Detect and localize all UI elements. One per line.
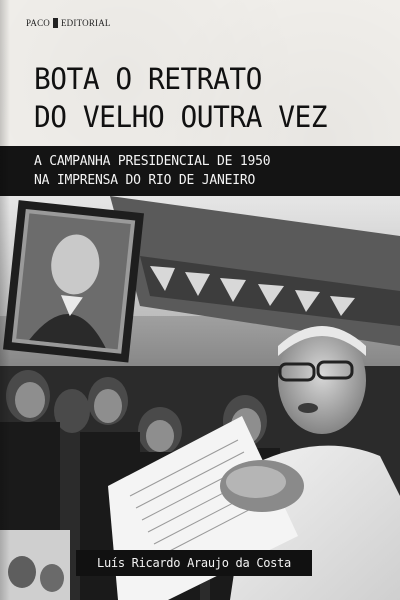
cover-photo	[0, 196, 400, 600]
book-title	[34, 60, 380, 136]
book-subtitle	[34, 152, 394, 190]
publisher-mark-icon	[53, 18, 58, 28]
author-name: Luís Ricardo Araujo da Costa	[97, 556, 291, 570]
book-title-line-1: BOTA O RETRATO	[34, 62, 262, 96]
cover-photo-illustration	[0, 196, 400, 600]
publisher-logo	[26, 18, 111, 28]
book-subtitle-line-1: A CAMPANHA PRESIDENCIAL DE 1950	[34, 154, 271, 169]
publisher-name-right: EDITORIAL	[60, 18, 111, 28]
book-subtitle-line-2: NA IMPRENSA DO RIO DE JANEIRO	[34, 173, 256, 188]
spine-shadow	[0, 0, 10, 600]
book-title-line-2: DO VELHO OUTRA VEZ	[34, 100, 328, 134]
publisher-name-left: PACO	[26, 18, 50, 28]
